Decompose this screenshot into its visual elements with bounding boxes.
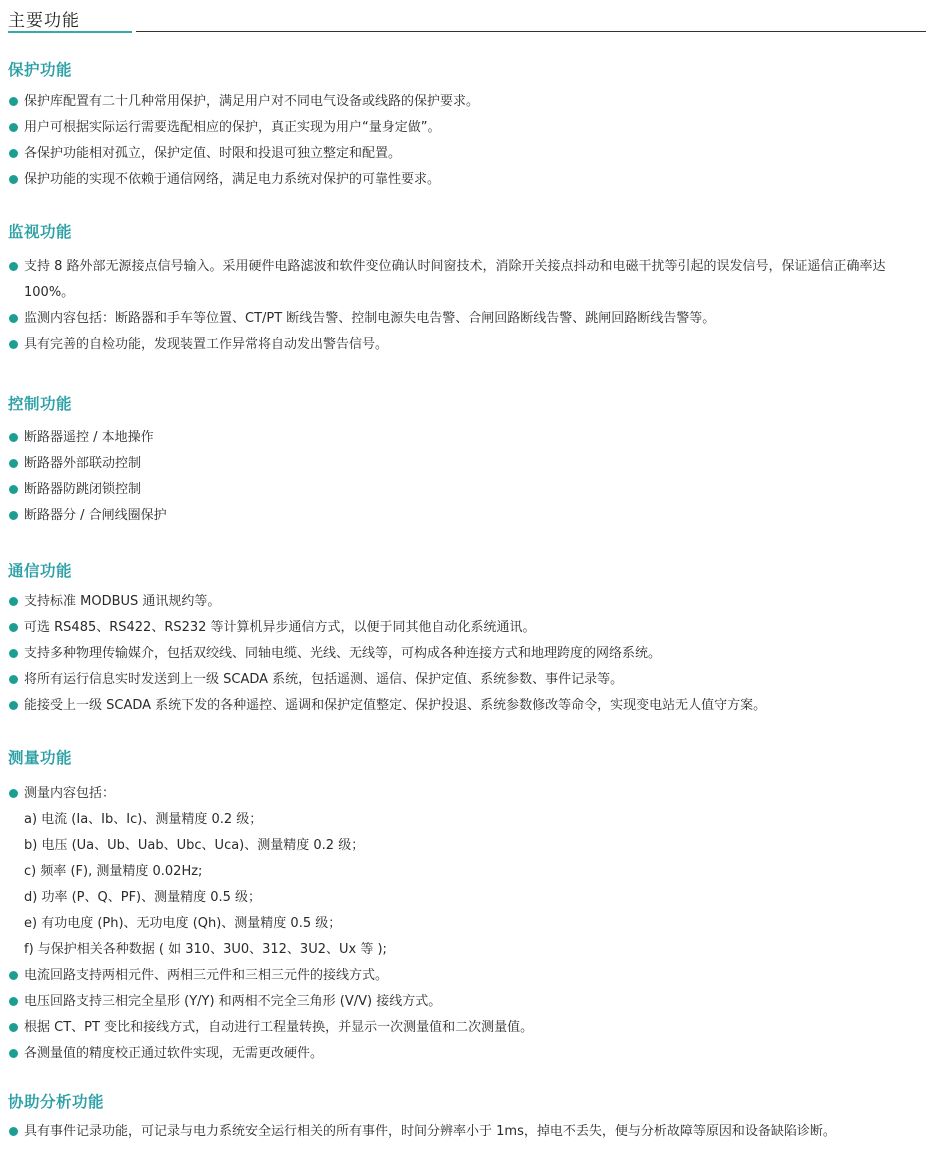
bullet-icon [9, 485, 18, 494]
list-item [8, 781, 938, 807]
item-text: 支持标准 MODBUS 通讯规约等。 [24, 594, 221, 609]
section-protection [8, 57, 938, 193]
item-text: 断路器分 / 合闸线圈保护 [24, 508, 167, 523]
item-text: 保护库配置有二十几种常用保护，满足用户对不同电气设备或线路的保护要求。 [24, 94, 480, 109]
item-text: 支持 8 路外部无源接点信号输入。采用硬件电路滤波和软件变位确认时间窗技术，消除开关接点抖动和电磁干扰等引起的误发信号，保证遥信正确率达 100%。 [24, 259, 886, 300]
item-list [8, 89, 938, 193]
bullet-icon [9, 433, 18, 442]
list-item [8, 332, 938, 358]
item-text: 断路器遥控 / 本地操作 [24, 430, 154, 445]
section-title: 通信功能 [8, 562, 73, 580]
item-text: 支持多种物理传输媒介，包括双绞线、同轴电缆、光线、无线等，可构成各种连接方式和地理跨度的网络系统。 [24, 646, 662, 661]
list-item [8, 667, 938, 693]
item-list [8, 963, 938, 1067]
item-text: 各保护功能相对孤立，保护定值、时限和投退可独立整定和配置。 [24, 146, 402, 161]
bullet-icon [9, 314, 18, 323]
item-text: 测量内容包括： [24, 786, 116, 801]
item-text: 用户可根据实际运行需要选配相应的保护，真正实现为用户“量身定做”。 [24, 120, 441, 135]
bullet-icon [9, 649, 18, 658]
list-item [8, 141, 938, 167]
item-text: 电压回路支持三相完全星形 (Y/Y) 和两相不完全三角形 (V/V) 接线方式。 [24, 994, 442, 1009]
list-item [8, 1119, 938, 1145]
measurement-subitem: c) 频率 (F), 测量精度 0.02Hz; [24, 864, 203, 879]
page-header [8, 0, 926, 36]
bullet-icon [9, 701, 18, 710]
list-item [8, 615, 938, 641]
item-list [8, 425, 938, 529]
list-item [8, 425, 938, 451]
list-item [8, 306, 938, 332]
title-underline-accent [8, 31, 132, 33]
bullet-icon [9, 175, 18, 184]
section-title: 测量功能 [8, 749, 73, 767]
bullet-icon [9, 1049, 18, 1058]
item-list [8, 589, 938, 719]
bullet-icon [9, 1127, 18, 1136]
list-item [8, 89, 938, 115]
list-item [8, 115, 938, 141]
list-item [8, 451, 938, 477]
bullet-icon [9, 789, 18, 798]
list-item [8, 963, 938, 989]
bullet-icon [9, 1023, 18, 1032]
bullet-icon [9, 623, 18, 632]
page-title: 主要功能 [8, 11, 80, 31]
section-control [8, 391, 938, 529]
measurement-subitem: a) 电流 (Ia、Ib、Ic)、测量精度 0.2 级； [24, 812, 263, 827]
bullet-icon [9, 149, 18, 158]
list-item [8, 693, 938, 719]
measurement-subitem: d) 功率 (P、Q、PF)、测量精度 0.5 级； [24, 890, 262, 905]
measurement-subitem: b) 电压 (Ua、Ub、Uab、Ubc、Uca)、测量精度 0.2 级； [24, 838, 365, 853]
item-list [8, 254, 938, 358]
section-title: 监视功能 [8, 223, 73, 241]
item-text: 将所有运行信息实时发送到上一级 SCADA 系统，包括遥测、遥信、保护定值、系统参数、事件记录等。 [24, 672, 624, 687]
list-item [8, 1041, 938, 1067]
section-communication [8, 558, 938, 719]
section-title: 控制功能 [8, 395, 73, 413]
item-text: 具有事件记录功能，可记录与电力系统安全运行相关的所有事件，时间分辨率小于 1ms，掉电不丢失，便与分析故障等原因和设备缺陷诊断。 [24, 1124, 836, 1139]
item-text: 可选 RS485、RS422、RS232 等计算机异步通信方式，以便于同其他自动化系统通讯。 [24, 620, 536, 635]
item-text: 保护功能的实现不依赖于通信网络，满足电力系统对保护的可靠性要求。 [24, 172, 441, 187]
list-item [8, 503, 938, 529]
measurement-subitem: e) 有功电度 (Ph)、无功电度 (Qh)、测量精度 0.5 级； [24, 916, 342, 931]
list-item [8, 1015, 938, 1041]
section-analysis [8, 1089, 938, 1145]
section-measurement [8, 745, 938, 1067]
section-title: 协助分析功能 [8, 1093, 105, 1111]
bullet-icon [9, 971, 18, 980]
bullet-icon [9, 511, 18, 520]
item-list [8, 1119, 938, 1145]
measurement-subitem: f) 与保护相关各种数据 ( 如 310、3U0、312、3U2、Ux 等 ); [24, 942, 387, 957]
bullet-icon [9, 340, 18, 349]
section-monitoring [8, 219, 938, 358]
title-underline [136, 31, 926, 32]
bullet-icon [9, 459, 18, 468]
list-item [8, 477, 938, 503]
item-text: 具有完善的自检功能，发现装置工作异常将自动发出警告信号。 [24, 337, 389, 352]
item-text: 各测量值的精度校正通过软件实现，无需更改硬件。 [24, 1046, 324, 1061]
bullet-icon [9, 997, 18, 1006]
list-item [8, 989, 938, 1015]
item-text: 电流回路支持两相元件、两相三元件和三相三元件的接线方式。 [24, 968, 389, 983]
bullet-icon [9, 123, 18, 132]
item-text: 断路器防跳闭锁控制 [24, 482, 142, 497]
list-item [8, 254, 926, 306]
item-text: 能接受上一级 SCADA 系统下发的各种遥控、遥调和保护定值整定、保护投退、系统参数修改等命令，实现变电站无人值守方案。 [24, 698, 767, 713]
list-item [8, 641, 938, 667]
item-text: 监测内容包括：断路器和手车等位置、CT/PT 断线告警、控制电源失电告警、合闸回路断线告警、跳闸回路断线告警等。 [24, 311, 716, 326]
bullet-icon [9, 262, 18, 271]
item-list [8, 781, 938, 807]
list-item [8, 167, 938, 193]
section-title: 保护功能 [8, 61, 73, 79]
bullet-icon [9, 97, 18, 106]
item-text: 断路器外部联动控制 [24, 456, 142, 471]
bullet-icon [9, 597, 18, 606]
bullet-icon [9, 675, 18, 684]
item-text: 根据 CT、PT 变比和接线方式，自动进行工程量转换，并显示一次测量值和二次测量值。 [24, 1020, 534, 1035]
list-item [8, 589, 938, 615]
